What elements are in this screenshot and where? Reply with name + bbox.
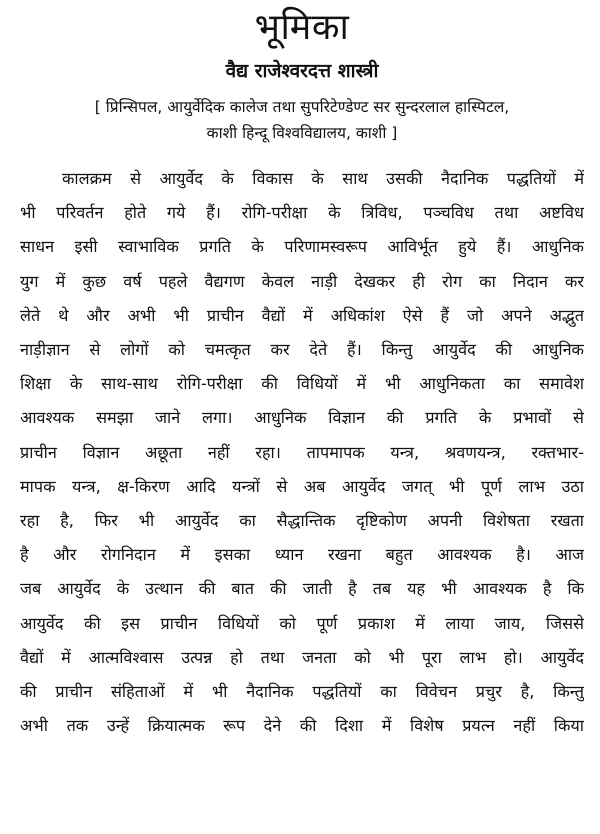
body-line: भी परिवर्तन होते गये हैं। रोगि-परीक्षा के त्रिविध, पञ्चविध तथा अष्टविध xyxy=(20,203,584,223)
body-line: आवश्यक समझा जाने लगा। आधुनिक विज्ञान की प्रगति के प्रभावों से xyxy=(20,408,584,428)
body-line: लेते थे और अभी भी प्राचीन वैद्यों में अधिकांश ऐसे हैं जो अपने अद्भुत xyxy=(20,305,584,325)
body-line: है और रोगनिदान में इसका ध्यान रखना बहुत आवश्यक है। आज xyxy=(20,545,584,565)
body-line: मापक यन्त्र, क्ष-किरण आदि यन्त्रों से अब आयुर्वेद जगत् भी पूर्ण लाभ उठा xyxy=(20,476,584,496)
body-line: की प्राचीन संहिताओं में भी नैदानिक पद्धतियों का विवेचन प्रचुर है, किन्तु xyxy=(20,682,584,702)
affiliation-line: काशी हिन्दू विश्वविद्यालय, काशी ] xyxy=(206,124,398,142)
body-line: नाड़ीज्ञान से लोगों को चमत्कृत कर देते हैं। किन्तु आयुर्वेद की आधुनिक xyxy=(20,340,584,360)
body-paragraph xyxy=(20,162,584,743)
body-line: कालक्रम से आयुर्वेद के विकास के साथ उसकी नैदानिक पद्धतियों में xyxy=(62,169,584,188)
page-title: भूमिका xyxy=(254,7,350,48)
body-line: प्राचीन विज्ञान अछूता नहीं रहा। तापमापक यन्त्र, श्रवणयन्त्र, रक्तभार- xyxy=(20,442,584,462)
body-line: शिक्षा के साथ-साथ रोगि-परीक्षा की विधियों में भी आधुनिकता का समावेश xyxy=(20,374,584,394)
body-line: अभी तक उन्हें क्रियात्मक रूप देने की दिशा में विशेष प्रयत्न नहीं किया xyxy=(20,716,584,736)
author-name: वैद्य राजेश्वरदत्त शास्त्री xyxy=(225,60,379,82)
body-line: वैद्यों में आत्मविश्वास उत्पन्न हो तथा जनता को भी पूरा लाभ हो। आयुर्वेद xyxy=(20,647,584,667)
body-line: रहा है, फिर भी आयुर्वेद का सैद्धान्तिक दृष्टिकोण अपनी विशेषता रखता xyxy=(20,511,584,531)
body-line: साधन इसी स्वाभाविक प्रगति के परिणामस्वरूप आविर्भूत हुये हैं। आधुनिक xyxy=(20,237,584,257)
body-line: आयुर्वेद की इस प्राचीन विधियों को पूर्ण प्रकाश में लाया जाय, जिससे xyxy=(20,613,584,633)
author-affiliation xyxy=(20,94,584,146)
affiliation-line: [ प्रिन्सिपल, आयुर्वेदिक कालेज तथा सुपरिटेण्डेण्ट सर सुन्दरलाल हास्पिटल, xyxy=(94,98,510,116)
body-line: जब आयुर्वेद के उत्थान की बात की जाती है तब यह भी आवश्यक है कि xyxy=(20,579,584,599)
body-line: युग में कुछ वर्ष पहले वैद्यगण केवल नाड़ी देखकर ही रोग का निदान कर xyxy=(20,271,584,291)
